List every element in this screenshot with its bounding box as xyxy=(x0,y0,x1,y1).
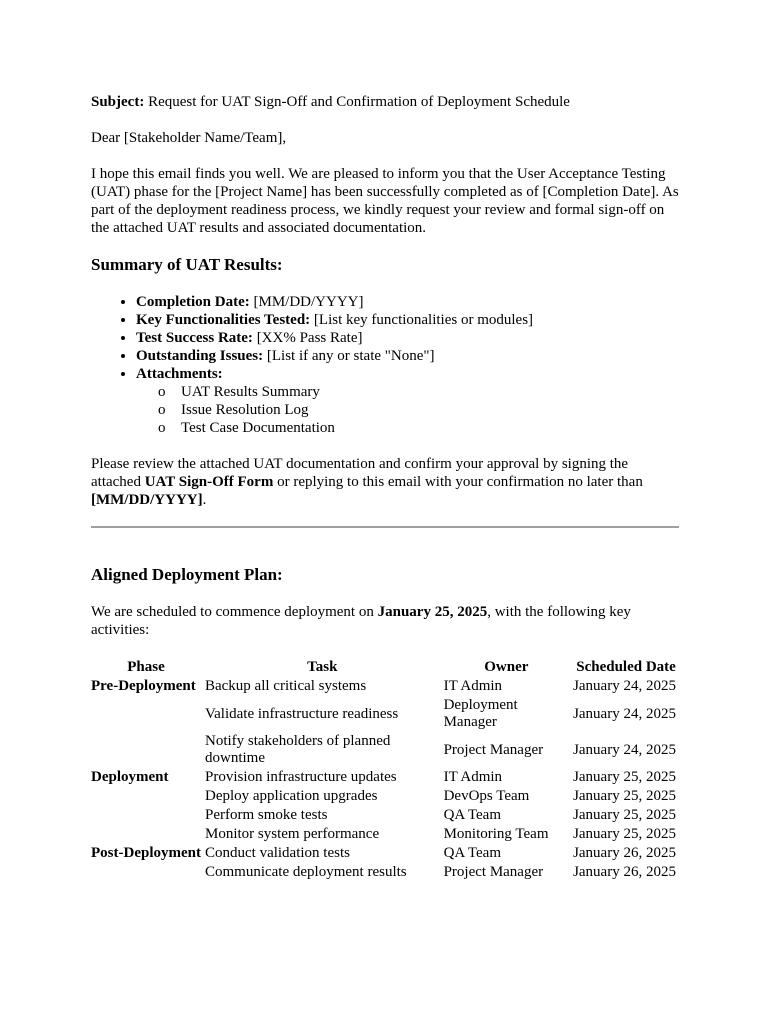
summary-list xyxy=(91,293,681,437)
attachment-list xyxy=(136,383,681,437)
phase-cell xyxy=(89,806,203,825)
attachment-name: Test Case Documentation xyxy=(181,420,335,436)
deployment-plan-table xyxy=(89,657,681,882)
table-row xyxy=(89,732,681,768)
summary-item-value: [XX% Pass Rate] xyxy=(252,330,363,346)
phase-cell xyxy=(89,732,203,768)
summary-item-value: [List if any or state "None"] xyxy=(263,348,435,364)
task-cell: Perform smoke tests xyxy=(204,807,328,823)
summary-item-completion-date xyxy=(136,293,681,311)
task-cell: Deploy application upgrades xyxy=(204,788,378,804)
subject-label: Subject: xyxy=(91,94,145,110)
date-cell: January 25, 2025 xyxy=(573,788,676,804)
owner-cell: Monitoring Team xyxy=(443,826,549,842)
header-scheduled-date: Scheduled Date xyxy=(576,659,676,675)
deadline-date: [MM/DD/YYYY] xyxy=(91,492,203,508)
summary-item-attachments xyxy=(136,365,681,437)
date-cell: January 24, 2025 xyxy=(573,705,676,722)
circle-bullet-icon: o xyxy=(158,420,166,436)
schedule-paragraph xyxy=(91,603,681,639)
date-cell: January 25, 2025 xyxy=(573,826,676,842)
date-cell: January 25, 2025 xyxy=(573,769,676,785)
date-cell: January 26, 2025 xyxy=(573,845,676,861)
table-body xyxy=(89,677,681,882)
table-row xyxy=(89,806,681,825)
owner-cell: IT Admin xyxy=(443,678,503,694)
date-cell: January 25, 2025 xyxy=(573,807,676,823)
subject-line xyxy=(91,93,681,111)
summary-item-functionalities xyxy=(136,311,681,329)
table-row xyxy=(89,863,681,882)
attachment-name: Issue Resolution Log xyxy=(181,402,309,418)
task-cell: Provision infrastructure updates xyxy=(204,769,397,785)
summary-item-label: Key Functionalities Tested: xyxy=(136,312,311,328)
summary-item-label: Test Success Rate: xyxy=(136,330,253,346)
schedule-text: , with the following key activities: xyxy=(91,604,631,638)
table-header-row xyxy=(89,657,681,677)
summary-item-outstanding-issues xyxy=(136,347,681,365)
review-text: . xyxy=(202,492,207,508)
phase-cell xyxy=(89,825,203,844)
attachment-item xyxy=(158,401,681,419)
table-row xyxy=(89,844,681,863)
summary-item-value: [List key functionalities or modules] xyxy=(310,312,534,328)
owner-cell: QA Team xyxy=(443,807,501,823)
review-paragraph xyxy=(91,455,681,509)
plan-heading: Aligned Deployment Plan: xyxy=(91,565,283,584)
attachment-name: UAT Results Summary xyxy=(181,384,320,400)
header-owner: Owner xyxy=(484,659,529,675)
table-row xyxy=(89,787,681,806)
phase-cell xyxy=(89,696,203,732)
attachment-item xyxy=(158,419,681,437)
date-cell: January 26, 2025 xyxy=(573,864,676,880)
schedule-text: We are scheduled to commence deployment on xyxy=(91,604,378,620)
date-cell: January 24, 2025 xyxy=(573,678,676,694)
horizontal-divider xyxy=(91,526,679,528)
phase-cell xyxy=(89,787,203,806)
review-text: Please review the attached UAT documentation and confirm your approval by signing the attached xyxy=(91,456,629,490)
email-body xyxy=(91,93,681,882)
date-cell: January 24, 2025 xyxy=(573,741,676,758)
attachment-item xyxy=(158,383,681,401)
table-row xyxy=(89,696,681,732)
review-text: or replying to this email with your confirmation no later than xyxy=(273,474,643,490)
task-cell: Conduct validation tests xyxy=(204,845,350,861)
signoff-form-name: UAT Sign-Off Form xyxy=(144,474,274,490)
table-row xyxy=(89,677,681,696)
phase-cell: Post-Deployment xyxy=(91,845,201,861)
deployment-date: January 25, 2025 xyxy=(377,604,488,620)
owner-cell: IT Admin xyxy=(443,769,503,785)
task-cell: Backup all critical systems xyxy=(204,678,367,694)
summary-item-value: [MM/DD/YYYY] xyxy=(249,294,364,310)
owner-cell: QA Team xyxy=(443,845,501,861)
phase-cell: Pre-Deployment xyxy=(91,678,196,694)
summary-item-label: Completion Date: xyxy=(136,294,250,310)
owner-cell: Deployment Manager xyxy=(443,697,518,730)
header-task: Task xyxy=(307,659,338,675)
table-row xyxy=(89,825,681,844)
intro-paragraph: I hope this email finds you well. We are pleased to inform you that the User Acceptance Testing (UAT) phase for the [Project Name] has been successfully completed as of [Completion Date]. As part of the deployment readiness process, we kindly request your review and formal sign-off on the attached UAT results and associated documentation. xyxy=(91,166,679,236)
greeting: Dear [Stakeholder Name/Team], xyxy=(91,130,287,146)
table-row xyxy=(89,768,681,787)
phase-cell: Deployment xyxy=(91,769,169,785)
summary-item-label: Outstanding Issues: xyxy=(136,348,264,364)
task-cell: Validate infrastructure readiness xyxy=(204,705,399,722)
circle-bullet-icon: o xyxy=(158,384,166,400)
task-cell: Communicate deployment results xyxy=(204,864,407,880)
phase-cell xyxy=(89,863,203,882)
task-cell: Monitor system performance xyxy=(204,826,380,842)
summary-item-label: Attachments: xyxy=(136,366,223,382)
owner-cell: Project Manager xyxy=(443,741,544,758)
summary-heading: Summary of UAT Results: xyxy=(91,255,283,274)
header-phase: Phase xyxy=(127,659,165,675)
task-cell: Notify stakeholders of planned downtime xyxy=(204,733,391,766)
owner-cell: Project Manager xyxy=(443,864,544,880)
circle-bullet-icon: o xyxy=(158,402,166,418)
subject-text: Request for UAT Sign-Off and Confirmation of Deployment Schedule xyxy=(144,94,570,110)
owner-cell: DevOps Team xyxy=(443,788,530,804)
summary-item-success-rate xyxy=(136,329,681,347)
